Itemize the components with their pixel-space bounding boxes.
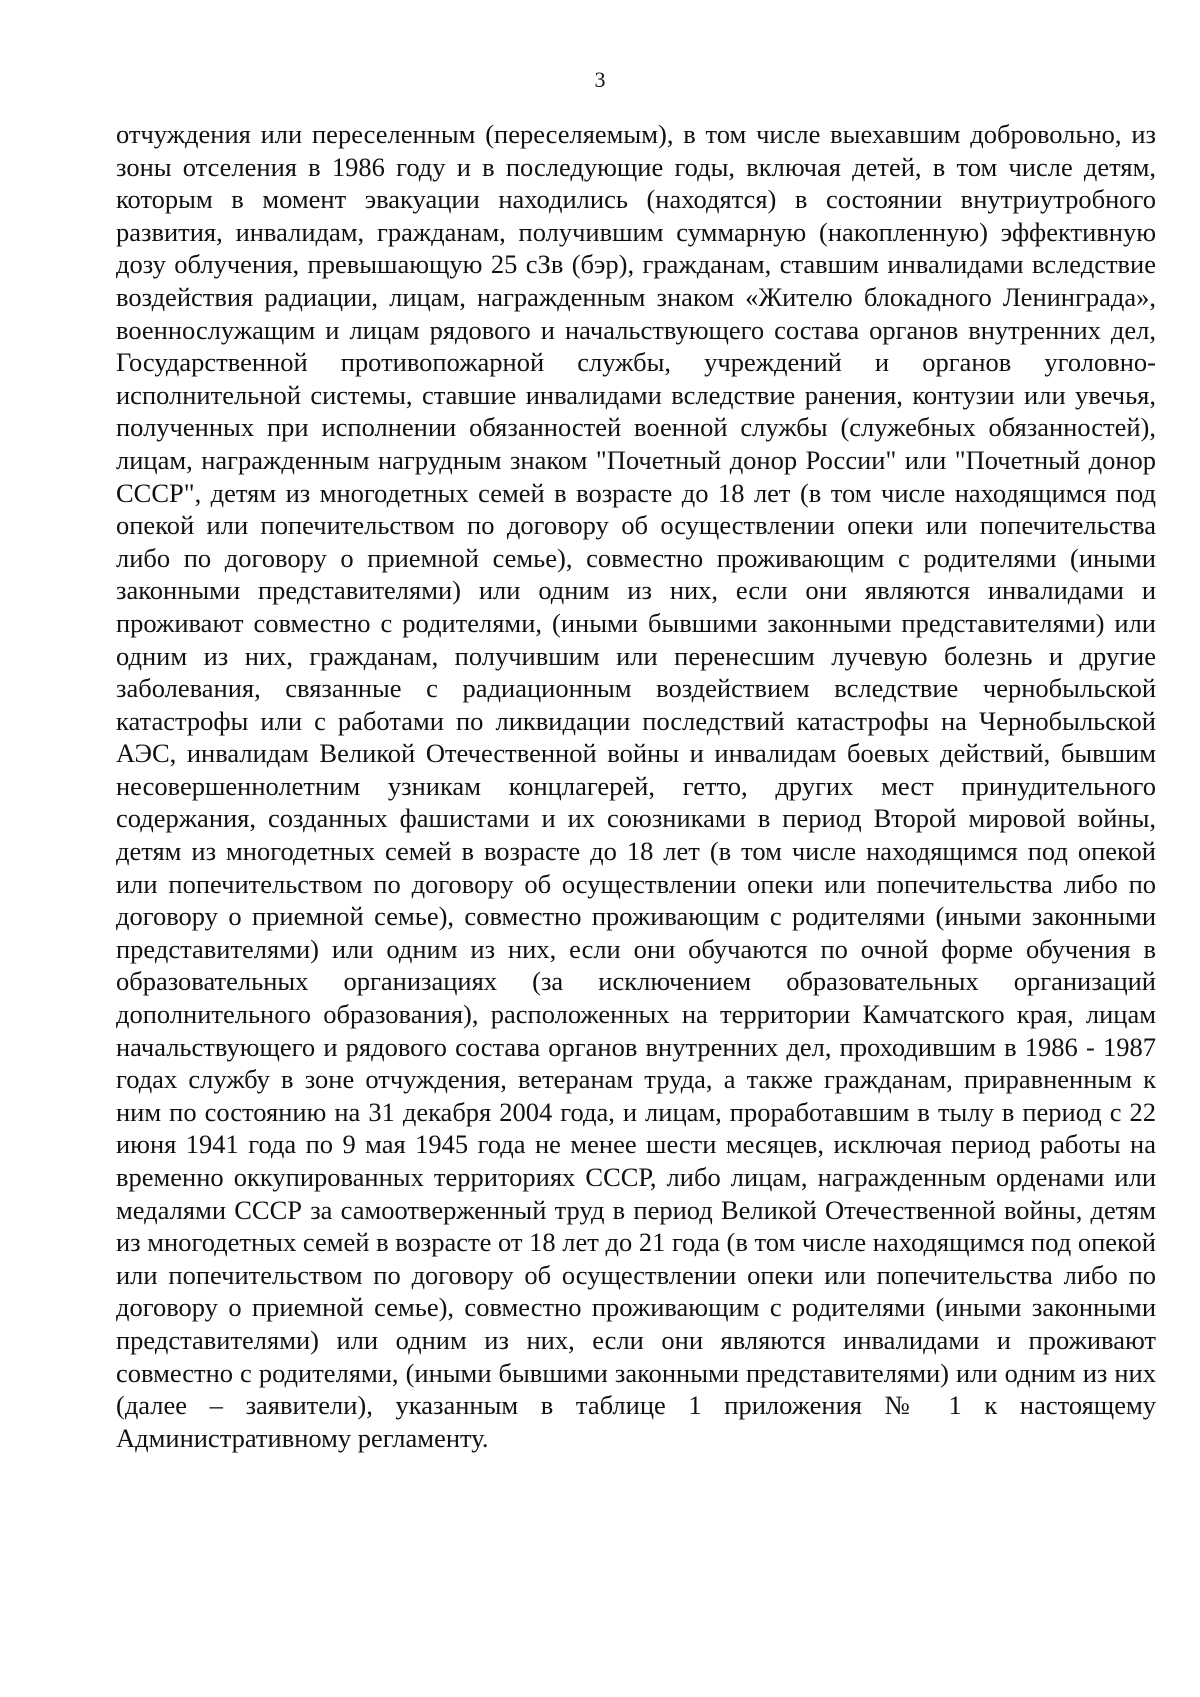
body-paragraph: отчуждения или переселенным (переселяемым), в том числе выехавшим добровольно, из зоны отселения в 1986 году и в последующие годы, включая детей, в том числе детям, которым в момент эвакуации находились (находятся) в состоянии внутриутробного развития, инвалидам, гражданам, получившим суммарную (накопленную) эффективную дозу облучения, превышающую 25 сЗв (бэр), гражданам, ставшим инвалидами вследствие воздействия радиации, лицам, награжденным знаком «Жителю блокадного Ленинграда», военнослужащим и лицам рядового и начальствующего состава органов внутренних дел, Государственной противопожарной службы, учреждений и органов уголовно-исполнительной системы, ставшие инвалидами вследствие ранения, контузии или увечья, полученных при исполнении обязанностей военной службы (служебных обязанностей), лицам, награжденным нагрудным знаком "Почетный донор России" или "Почетный донор СССР", детям из многодетных семей в возрасте до 18 лет (в том числе находящимся под опекой или попечительством по договору об осуществлении опеки или попечительства либо по договору о приемной семье), совместно проживающим с родителями (иными законными представителями) или одним из них, если они являются инвалидами и проживают совместно с родителями, (иными бывшими законными представителями) или одним из них, гражданам, получившим или перенесшим лучевую болезнь и другие заболевания, связанные с радиационным воздействием вследствие чернобыльской катастрофы или с работами по ликвидации последствий катастрофы на Чернобыльской АЭС, инвалидам Великой Отечественной войны и инвалидам боевых действий, бывшим несовершеннолетним узникам концлагерей, гетто, других мест принудительного содержания, созданных фашистами и их союзниками в период Второй мировой войны, детям из многодетных семей в возрасте до 18 лет (в том числе находящимся под опекой или попечительством по договору об осуществлении опеки или попечительства либо по договору о приемной семье), совместно проживающим с родителями (иными законными представителями) или одним из них, если они обучаются по очной форме обучения в образовательных организациях (за исключением образовательных организаций дополнительного образования), расположенных на территории Камчатского края, лицам начальствующего и рядового состава органов внутренних дел, проходившим в 1986 - 1987 годах службу в зоне отчуждения, ветеранам труда, а также гражданам, приравненным к ним по состоянию на 31 декабря 2004 года, и лицам, проработавшим в тылу в период с 22 июня 1941 года по 9 мая 1945 года не менее шести месяцев, исключая период работы на временно оккупированных территориях СССР, либо лицам, награжденным орденами или медалями СССР за самоотверженный труд в период Великой Отечественной войны, детям из многодетных семей в возрасте от 18 лет до 21 года (в том числе находящимся под опекой или попечительством по договору об осуществлении опеки или попечительства либо по договору о приемной семье), совместно проживающим с родителями (иными законными представителями) или одним из них, если они являются инвалидами и проживают совместно с родителями, (иными бывшими законными представителями) или одним из них (далее – заявители), указанным в таблице 1 приложения № 1 к настоящему Административному регламенту. (116, 119, 1156, 1453)
page-number: 3 (594, 67, 606, 92)
